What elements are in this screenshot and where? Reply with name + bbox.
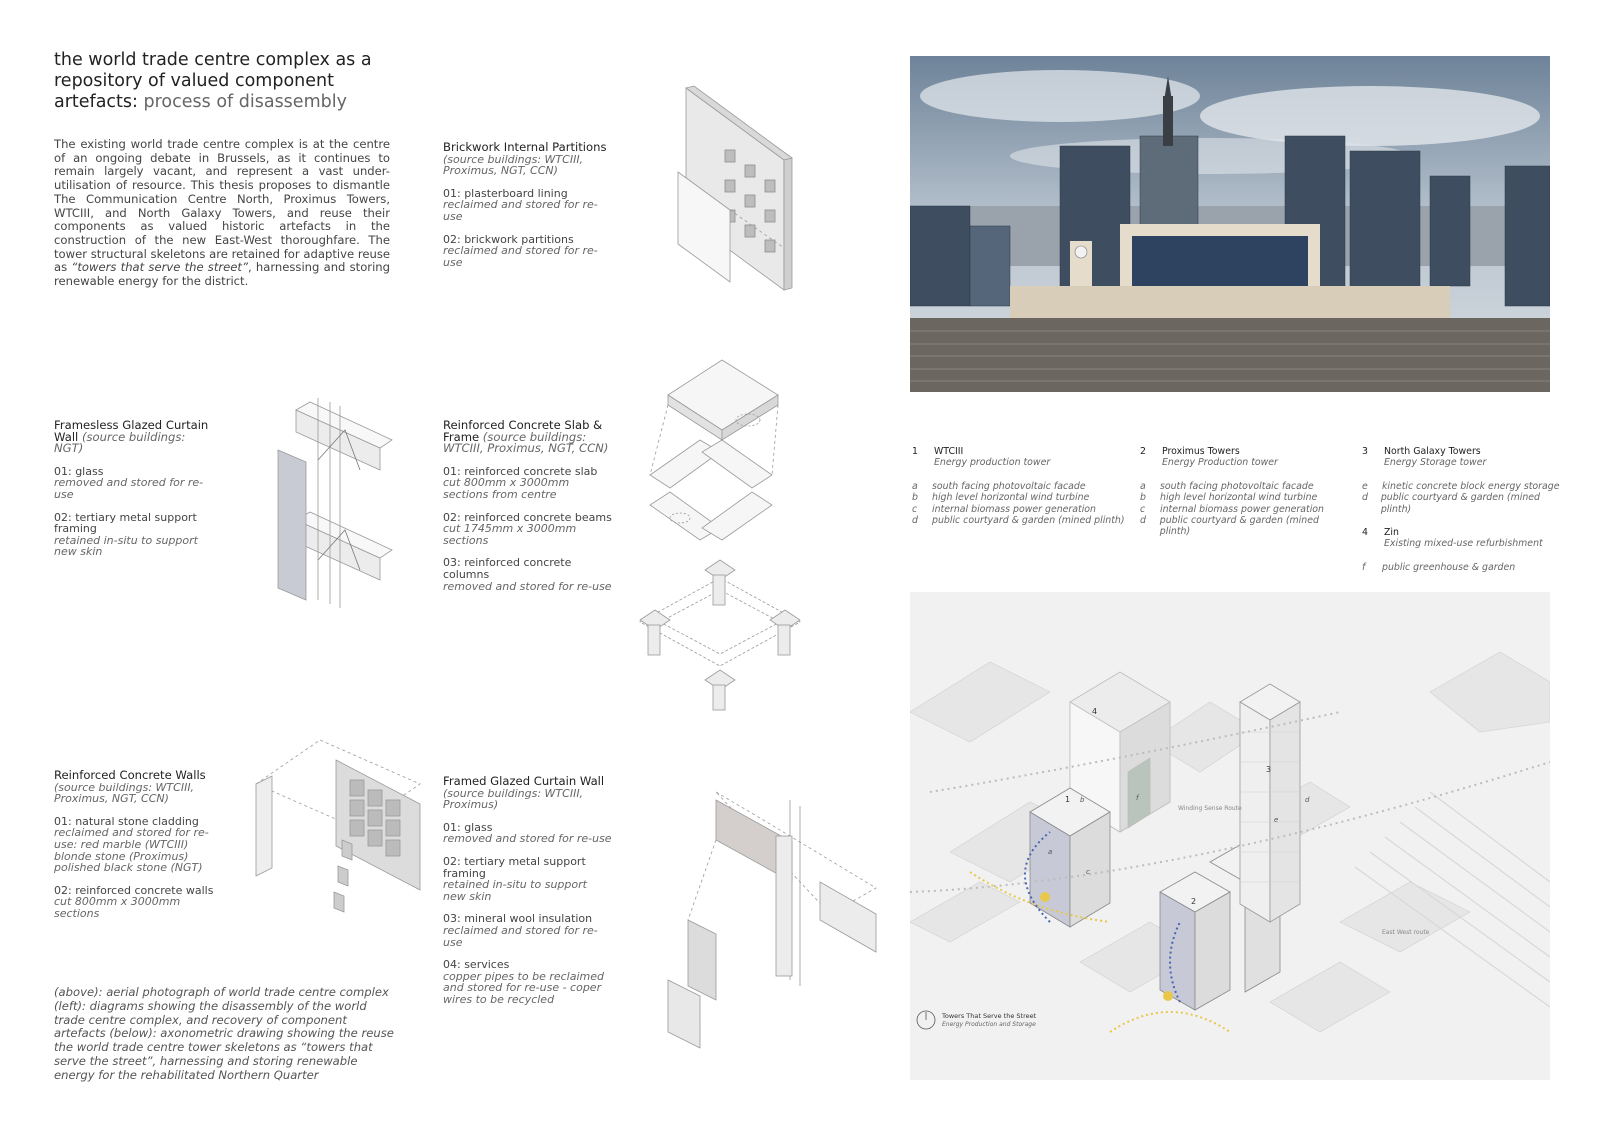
- framed-item1-label: : glass: [457, 820, 493, 834]
- brickwork-title: Brickwork Internal Partitions: [443, 140, 607, 154]
- legend-item: south facing photovoltaic facade: [932, 480, 1086, 492]
- slab-item2-num: 02: [443, 510, 457, 524]
- frameless-item2-note: retained in-situ to support new skin: [54, 533, 198, 559]
- brickwork-item1-num: 01: [443, 186, 457, 200]
- legend-item: public courtyard & garden (mined plinth): [1380, 492, 1540, 515]
- walls-item1-num: 01: [54, 814, 68, 828]
- legend-letter: b: [1140, 492, 1146, 504]
- legend-letter: d: [912, 515, 918, 527]
- walls-item1-label: : natural stone cladding: [68, 814, 199, 828]
- frameless-item1-note: removed and stored for re-use: [54, 476, 204, 501]
- framed-item2-note: retained in-situ to support new skin: [443, 878, 587, 903]
- walls-item2-label: : reinforced concrete walls: [68, 883, 214, 897]
- street-label-1: Winding Sense Route: [1178, 805, 1242, 812]
- tower-3: [1240, 684, 1300, 922]
- framed-item4-num: 04: [443, 958, 457, 972]
- framed-item2-num: 02: [443, 854, 457, 868]
- tower-label-4: 4: [1092, 707, 1098, 716]
- frameless-item1-num: 01: [54, 464, 68, 478]
- legend-letter: b: [912, 492, 918, 504]
- legend-t3-role: Energy Storage tower: [1384, 457, 1487, 469]
- legend-t4-name: Zin: [1384, 527, 1399, 539]
- walls-item2-num: 02: [54, 883, 68, 897]
- letter-label-b: b: [1080, 796, 1085, 804]
- slab-item1-note: cut 800mm x 3000mm sections from centre: [443, 476, 570, 501]
- framed-item3-label: : mineral wool insulation: [457, 912, 593, 926]
- tower-label-1: 1: [1065, 795, 1071, 804]
- axo-key-title: Towers That Serve the Street: [942, 1012, 1037, 1020]
- frameless-source: (source buildings: NGT): [54, 429, 186, 456]
- frameless-item1-label: : glass: [68, 464, 104, 478]
- slab-item2-note: cut 1745mm x 3000mm sections: [443, 522, 577, 547]
- legend-letter: d: [1362, 492, 1368, 504]
- frameless-item2-label: : tertiary metal support framing: [54, 510, 197, 536]
- brickwork-source: (source buildings: WTCIII, Proximus, NGT, CCN): [443, 152, 584, 178]
- legend-t1-num: 1: [912, 446, 918, 457]
- letter-label-e: e: [1274, 816, 1279, 824]
- legend-item: internal biomass power generation: [932, 503, 1096, 515]
- legend-letter: a: [1140, 480, 1146, 492]
- street-label-2: East West route: [1382, 929, 1430, 936]
- legend-t2-role: Energy Production tower: [1162, 457, 1278, 469]
- slab-item1-num: 01: [443, 464, 457, 478]
- framed-item3-note: reclaimed and stored for re-use: [443, 923, 598, 949]
- walls-source: (source buildings: WTCIII, Proximus, NGT, CCN): [54, 780, 195, 806]
- framed-item3-num: 03: [443, 912, 457, 926]
- letter-label-a: a: [1048, 848, 1053, 856]
- legend-letter: e: [1362, 480, 1368, 492]
- title-sub: process of disassembly: [137, 92, 347, 112]
- title-colon: :: [132, 92, 138, 112]
- legend-item: kinetic concrete block energy storage: [1382, 480, 1560, 492]
- legend-letter: f: [1362, 561, 1366, 573]
- letter-label-f: f: [1136, 794, 1139, 802]
- brickwork-diagram: [678, 86, 792, 290]
- framed-title: Framed Glazed Curtain Wall: [443, 774, 605, 788]
- walls-item1-note: reclaimed and stored for re-use: red marble (WTCIII) blonde stone (Proximus) polished black stone (NGT): [54, 826, 209, 875]
- framed-diagram: [668, 792, 876, 1048]
- legend-item: high level horizontal wind turbine: [932, 492, 1090, 504]
- frameless-diagram: [278, 398, 392, 608]
- slab-item3-note: removed and stored for re-use: [443, 579, 612, 593]
- slab-source: (source buildings: WTCIII, Proximus, NGT, CCN): [443, 429, 609, 456]
- walls-title: Reinforced Concrete Walls: [54, 768, 206, 782]
- legend-item: internal biomass power generation: [1160, 503, 1324, 515]
- legend-letter: c: [912, 503, 918, 515]
- intro-quote: “towers that serve the street”: [71, 260, 248, 275]
- tower-label-2: 2: [1191, 897, 1197, 906]
- framed-item1-note: removed and stored for re-use: [443, 832, 612, 846]
- legend-t3-name: North Galaxy Towers: [1384, 446, 1481, 457]
- framed-source: (source buildings: WTCIII, Proximus): [443, 786, 584, 812]
- slab-item3-label: : reinforced concrete columns: [443, 556, 572, 581]
- legend-t4-num: 4: [1362, 527, 1368, 539]
- legend-tower-3: [1362, 446, 1562, 573]
- legend-t1-role: Energy production tower: [934, 457, 1051, 469]
- title-main: the world trade centre complex as a repository of valued component artefacts: [54, 50, 372, 112]
- axo-key-sub: Energy Production and Storage: [942, 1021, 1036, 1028]
- brickwork-item1-label: : plasterboard lining: [457, 186, 568, 200]
- legend-letter: d: [1140, 515, 1146, 527]
- figure-caption: (above): aerial photograph of world trade centre complex (left): diagrams showing the disassembly of the world trade centre complex, and recovery of component artefacts (below): axonometric drawing showing the reuse the world trade centre tower skeletons as “towers that serve the street”, harnessing and storing renewable energy for the rehabilitated Northern Quarter: [54, 985, 394, 1082]
- framed-item4-note: copper pipes to be reclaimed and stored for re-use - coper wires to be recycled: [443, 969, 604, 1006]
- legend-t1-name: WTCIII: [934, 446, 964, 457]
- legend-t3-num: 3: [1362, 446, 1368, 457]
- frameless-item2-num: 02: [54, 510, 68, 524]
- legend-item: public greenhouse & garden: [1382, 561, 1516, 573]
- slab-item2-label: : reinforced concrete beams: [457, 510, 612, 524]
- framed-item1-num: 01: [443, 820, 457, 834]
- walls-item2-note: cut 800mm x 3000mm sections: [54, 895, 181, 920]
- legend-tower-2: [1140, 446, 1350, 538]
- frameless-title: Framesless Glazed Curtain Wall: [54, 418, 209, 444]
- walls-diagram: [256, 740, 420, 912]
- legend-tower-1: [912, 446, 1132, 526]
- slab-item1-label: : reinforced concrete slab: [457, 464, 598, 478]
- axonometric-drawing: [910, 592, 1550, 1080]
- slab-item3-num: 03: [443, 556, 457, 570]
- legend-letter: c: [1140, 503, 1146, 515]
- legend-item: south facing photovoltaic facade: [1160, 480, 1314, 492]
- legend-item: high level horizontal wind turbine: [1160, 492, 1318, 504]
- legend-item: public courtyard & garden (mined plinth): [932, 515, 1125, 527]
- brickwork-item2-num: 02: [443, 232, 457, 246]
- slab-title: Reinforced Concrete Slab & Frame: [443, 418, 603, 444]
- legend-t2-num: 2: [1140, 446, 1146, 457]
- letter-label-d: d: [1305, 796, 1310, 804]
- brickwork-item1-note: reclaimed and stored for re-use: [443, 198, 598, 223]
- brickwork-item2-note: reclaimed and stored for re-use: [443, 244, 598, 269]
- letter-label-c: c: [1086, 868, 1090, 876]
- legend-letter: a: [912, 480, 918, 492]
- legend-item: public courtyard & garden (mined plinth): [1159, 515, 1319, 538]
- aerial-photograph: [910, 56, 1550, 392]
- framed-item4-label: : services: [457, 958, 510, 972]
- brickwork-item2-label: : brickwork partitions: [457, 232, 574, 246]
- slab-diagram: [640, 360, 800, 710]
- intro-part1: The existing world trade centre complex is at the centre of an ongoing debate in Brussels, as it continues to remain largely vacant, and represent a vast under-utilisation of resource. This thesis proposes to dismantle The Communication Centre North, Proximus Towers, WTCIII, and North Galaxy Towers, and reuse their components as valued historic artefacts in the construction of the new East-West thoroughfare. The tower structural skeletons are retained for adaptive reuse as: [54, 137, 390, 275]
- framed-item2-label: : tertiary metal support framing: [443, 854, 586, 880]
- legend-t4-role: Existing mixed-use refurbishment: [1384, 538, 1543, 550]
- legend-t2-name: Proximus Towers: [1162, 446, 1240, 457]
- tower-label-3: 3: [1266, 765, 1272, 774]
- intro-part2: , harnessing and storing renewable energy for the district.: [54, 260, 391, 289]
